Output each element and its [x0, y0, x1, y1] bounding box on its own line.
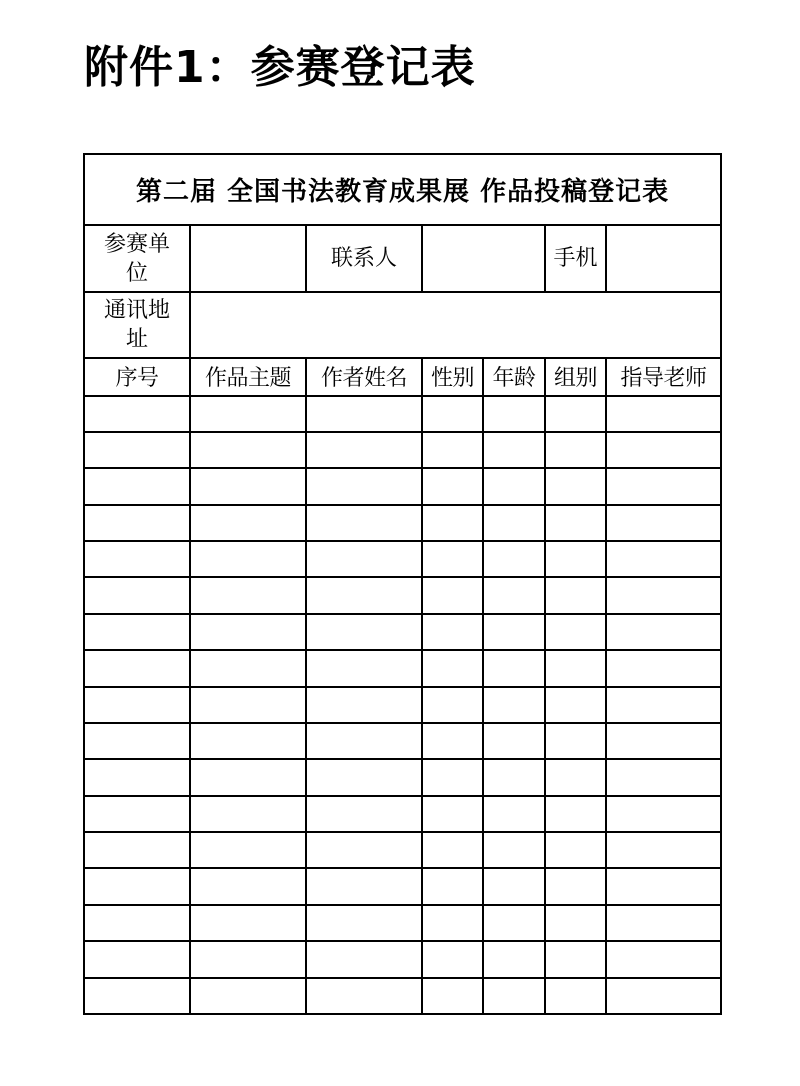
- table-cell[interactable]: [306, 505, 422, 541]
- table-cell[interactable]: [606, 541, 721, 577]
- column-header: 作品主题: [190, 358, 306, 395]
- table-cell[interactable]: [422, 687, 483, 723]
- table-cell[interactable]: [545, 832, 606, 868]
- table-cell[interactable]: [306, 832, 422, 868]
- table-cell[interactable]: [483, 650, 545, 686]
- table-cell[interactable]: [422, 723, 483, 759]
- table-cell[interactable]: [190, 577, 306, 613]
- table-row: [84, 796, 721, 832]
- address-label-cell: [84, 292, 190, 358]
- contact-label: 联系人: [306, 225, 422, 293]
- page-heading: 附件1：参赛登记表: [84, 42, 476, 93]
- table-row: [84, 541, 721, 577]
- column-header: 序号: [84, 358, 190, 395]
- table-cell[interactable]: [483, 723, 545, 759]
- table-cell[interactable]: [483, 905, 545, 941]
- table-row: [84, 432, 721, 468]
- table-cell[interactable]: [84, 759, 190, 795]
- table-cell[interactable]: [422, 868, 483, 904]
- table-cell[interactable]: [545, 396, 606, 432]
- table-cell[interactable]: [84, 978, 190, 1015]
- table-cell[interactable]: [422, 978, 483, 1015]
- table-cell[interactable]: [545, 687, 606, 723]
- table-cell[interactable]: [606, 432, 721, 468]
- table-cell[interactable]: [606, 650, 721, 686]
- table-cell[interactable]: [606, 941, 721, 977]
- table-cell[interactable]: [545, 978, 606, 1015]
- table-cell[interactable]: [190, 687, 306, 723]
- table-cell[interactable]: [545, 868, 606, 904]
- table-cell[interactable]: [545, 905, 606, 941]
- table-row: [84, 396, 721, 432]
- table-cell[interactable]: [483, 432, 545, 468]
- table-cell[interactable]: [483, 396, 545, 432]
- table-row: [84, 905, 721, 941]
- table-cell[interactable]: [422, 650, 483, 686]
- table-cell[interactable]: [606, 832, 721, 868]
- table-cell[interactable]: [483, 614, 545, 650]
- table-row: [84, 687, 721, 723]
- table-cell[interactable]: [84, 796, 190, 832]
- table-cell[interactable]: [306, 541, 422, 577]
- table-cell[interactable]: [84, 687, 190, 723]
- phone-field[interactable]: [606, 225, 721, 293]
- table-cell[interactable]: [190, 432, 306, 468]
- column-header: 性别: [422, 358, 483, 395]
- table-cell[interactable]: [422, 541, 483, 577]
- column-header: 作者姓名: [306, 358, 422, 395]
- table-row: [84, 577, 721, 613]
- table-cell[interactable]: [483, 941, 545, 977]
- table-cell[interactable]: [84, 541, 190, 577]
- table-cell[interactable]: [606, 978, 721, 1015]
- table-cell[interactable]: [483, 796, 545, 832]
- table-cell[interactable]: [422, 905, 483, 941]
- table-cell[interactable]: [606, 577, 721, 613]
- table-cell[interactable]: [483, 832, 545, 868]
- table-cell[interactable]: [306, 796, 422, 832]
- table-cell[interactable]: [422, 796, 483, 832]
- table-cell[interactable]: [545, 614, 606, 650]
- table-cell[interactable]: [483, 868, 545, 904]
- table-cell[interactable]: [306, 905, 422, 941]
- table-row: [84, 614, 721, 650]
- table-cell[interactable]: [545, 541, 606, 577]
- table-cell[interactable]: [545, 759, 606, 795]
- contact-field[interactable]: [422, 225, 545, 293]
- table-cell[interactable]: [84, 577, 190, 613]
- table-cell[interactable]: [306, 759, 422, 795]
- table-cell[interactable]: [606, 505, 721, 541]
- address-field[interactable]: [190, 292, 721, 358]
- table-cell[interactable]: [84, 396, 190, 432]
- table-row: [84, 759, 721, 795]
- table-cell[interactable]: [190, 796, 306, 832]
- table-cell[interactable]: [306, 941, 422, 977]
- unit-label: 参赛单位: [103, 231, 170, 286]
- table-cell[interactable]: [306, 687, 422, 723]
- table-cell[interactable]: [545, 505, 606, 541]
- table-cell[interactable]: [306, 468, 422, 504]
- table-cell[interactable]: [483, 978, 545, 1015]
- unit-field[interactable]: [190, 225, 306, 293]
- table-cell[interactable]: [483, 759, 545, 795]
- table-cell[interactable]: [422, 941, 483, 977]
- table-cell[interactable]: [190, 541, 306, 577]
- registration-form-table: [83, 153, 722, 1015]
- table-row: [84, 868, 721, 904]
- table-cell[interactable]: [483, 541, 545, 577]
- table-cell[interactable]: [190, 905, 306, 941]
- table-cell[interactable]: [483, 505, 545, 541]
- table-cell[interactable]: [190, 614, 306, 650]
- table-row: [84, 723, 721, 759]
- table-cell[interactable]: [545, 796, 606, 832]
- table-cell[interactable]: [306, 577, 422, 613]
- table-cell[interactable]: [422, 468, 483, 504]
- table-cell[interactable]: [606, 687, 721, 723]
- table-cell[interactable]: [190, 650, 306, 686]
- table-cell[interactable]: [606, 614, 721, 650]
- table-cell[interactable]: [606, 796, 721, 832]
- table-cell[interactable]: [84, 468, 190, 504]
- table-cell[interactable]: [190, 868, 306, 904]
- table-row: [84, 978, 721, 1015]
- table-cell[interactable]: [190, 505, 306, 541]
- table-cell[interactable]: [84, 868, 190, 904]
- table-row: [84, 650, 721, 686]
- table-cell[interactable]: [84, 941, 190, 977]
- table-cell[interactable]: [306, 396, 422, 432]
- form-title: 第二届 全国书法教育成果展 作品投稿登记表: [84, 154, 721, 225]
- table-row: [84, 941, 721, 977]
- table-cell[interactable]: [84, 432, 190, 468]
- table-cell[interactable]: [84, 505, 190, 541]
- phone-label: 手机: [545, 225, 606, 293]
- table-row: [84, 505, 721, 541]
- table-cell[interactable]: [422, 759, 483, 795]
- table-cell[interactable]: [190, 832, 306, 868]
- table-cell[interactable]: [545, 432, 606, 468]
- table-cell[interactable]: [606, 468, 721, 504]
- table-cell[interactable]: [84, 650, 190, 686]
- table-cell[interactable]: [483, 687, 545, 723]
- table-cell[interactable]: [422, 577, 483, 613]
- column-header: 指导老师: [606, 358, 721, 395]
- table-cell[interactable]: [306, 432, 422, 468]
- table-cell[interactable]: [422, 432, 483, 468]
- table-cell[interactable]: [306, 614, 422, 650]
- table-cell[interactable]: [306, 978, 422, 1015]
- table-header-row: [84, 358, 721, 395]
- address-label: 通讯地址: [103, 298, 170, 353]
- table-cell[interactable]: [606, 868, 721, 904]
- table-cell[interactable]: [606, 723, 721, 759]
- table-cell[interactable]: [483, 577, 545, 613]
- table-row: [84, 832, 721, 868]
- table-cell[interactable]: [84, 614, 190, 650]
- table-cell[interactable]: [306, 723, 422, 759]
- table-cell[interactable]: [545, 577, 606, 613]
- table-cell[interactable]: [190, 468, 306, 504]
- table-cell[interactable]: [545, 468, 606, 504]
- table-cell[interactable]: [483, 468, 545, 504]
- unit-label-cell: [84, 225, 190, 293]
- table-cell[interactable]: [606, 759, 721, 795]
- table-cell[interactable]: [190, 723, 306, 759]
- table-cell[interactable]: [422, 396, 483, 432]
- table-cell[interactable]: [545, 723, 606, 759]
- column-header: 组别: [545, 358, 606, 395]
- table-cell[interactable]: [190, 759, 306, 795]
- table-cell[interactable]: [422, 505, 483, 541]
- table-cell[interactable]: [606, 905, 721, 941]
- table-cell[interactable]: [422, 614, 483, 650]
- table-cell[interactable]: [422, 832, 483, 868]
- table-cell[interactable]: [84, 905, 190, 941]
- table-cell[interactable]: [545, 941, 606, 977]
- table-cell[interactable]: [84, 723, 190, 759]
- table-cell[interactable]: [190, 396, 306, 432]
- table-cell[interactable]: [190, 941, 306, 977]
- table-cell[interactable]: [545, 650, 606, 686]
- table-cell[interactable]: [606, 396, 721, 432]
- table-cell[interactable]: [84, 832, 190, 868]
- table-cell[interactable]: [306, 650, 422, 686]
- column-header: 年龄: [483, 358, 545, 395]
- table-cell[interactable]: [190, 978, 306, 1015]
- table-cell[interactable]: [306, 868, 422, 904]
- table-row: [84, 468, 721, 504]
